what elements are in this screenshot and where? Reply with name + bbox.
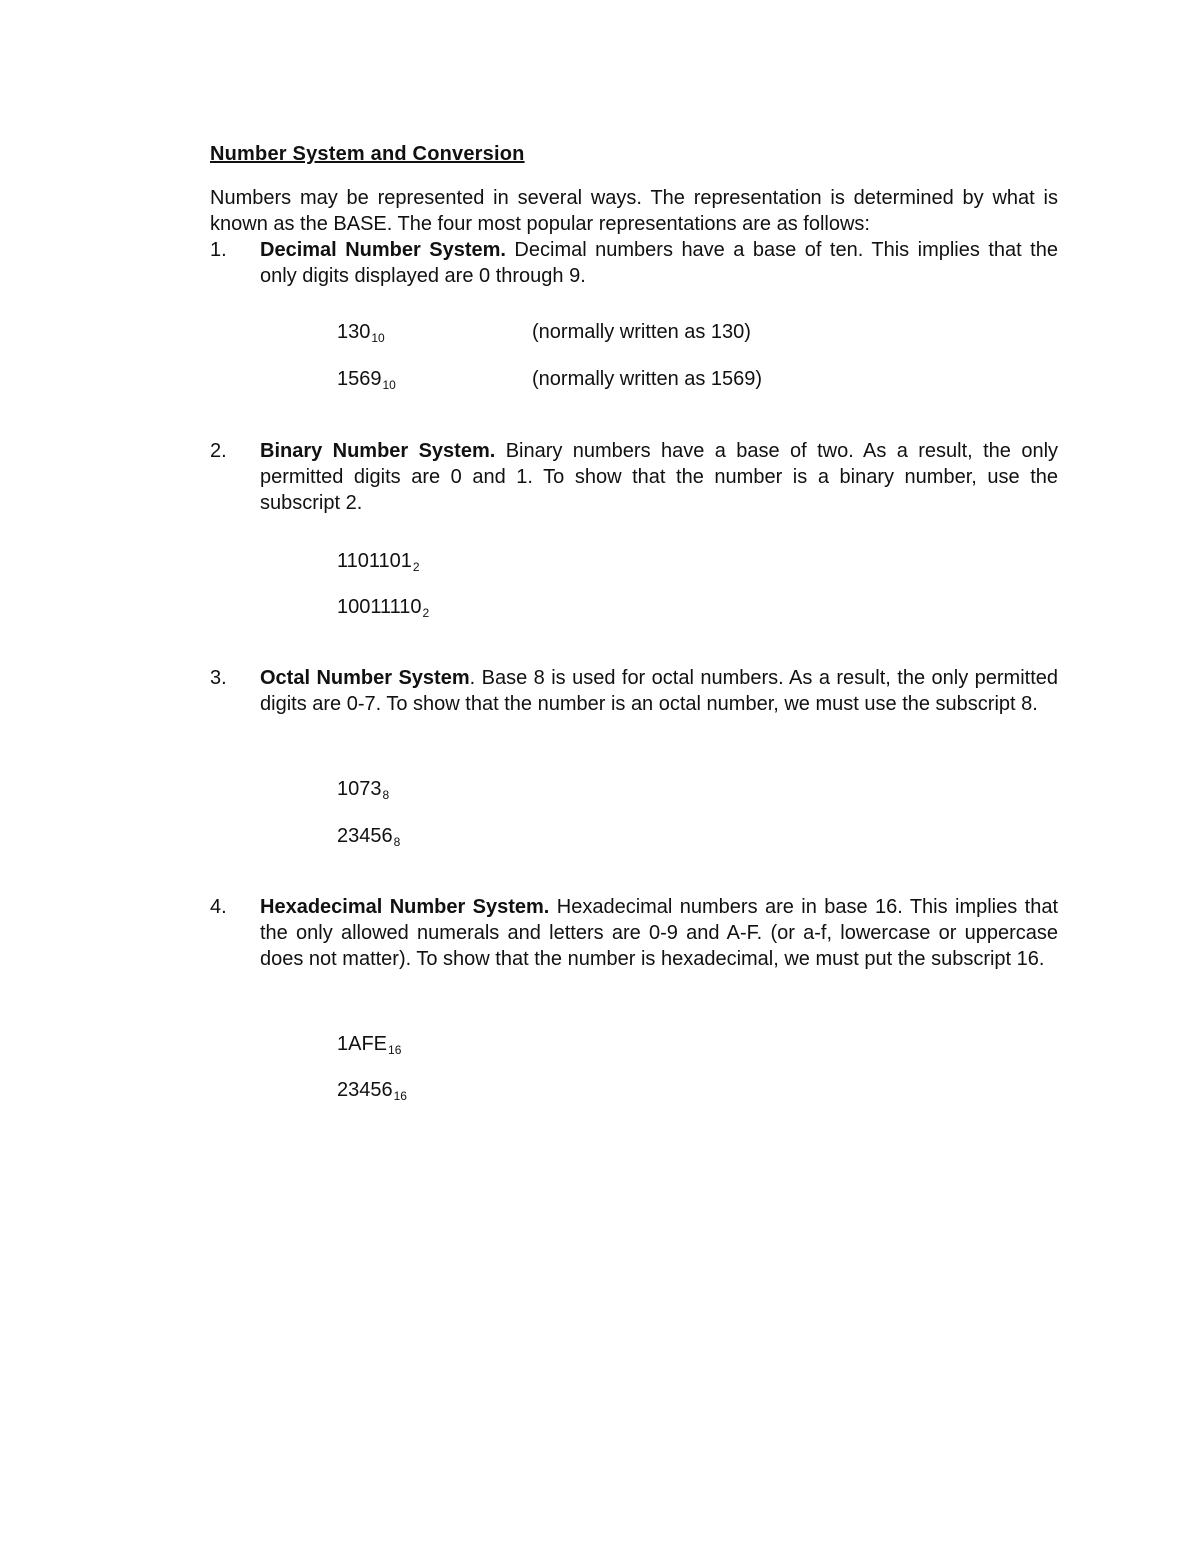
list-item-body — [260, 438, 1058, 516]
example-subscript: 16 — [388, 1043, 402, 1057]
section-text: Decimal numbers have a base of ten. This implies that the only digits displayed are 0 through 9. — [260, 239, 1058, 287]
list-item-decimal — [210, 237, 1058, 289]
list-number: 2. — [210, 440, 227, 462]
example-note: (normally written as 130) — [532, 321, 751, 343]
example-value: 1569 — [337, 368, 382, 390]
list-item-binary — [210, 438, 1058, 516]
section-heading: Hexadecimal Number System. — [260, 896, 550, 918]
example-value: 1101101 — [337, 550, 412, 572]
example-subscript: 8 — [393, 835, 401, 849]
section-text: . Base 8 is used for octal numbers. As a result, the only permitted digits are 0-7. To show that the number is an octal number, we must use the subscript 8. — [260, 667, 1059, 715]
intro-paragraph: Numbers may be represented in several ways. The representation is determined by what is known as the BASE. The four most popular representations are as follows: — [210, 187, 1058, 235]
example-subscript: 10 — [371, 331, 385, 345]
example-number — [337, 548, 420, 576]
example-number — [337, 1031, 401, 1059]
example-subscript: 8 — [382, 788, 390, 802]
example-number — [337, 776, 389, 804]
example-subscript: 2 — [412, 560, 420, 574]
example-value: 1073 — [337, 778, 382, 800]
section-heading: Binary Number System. — [260, 440, 496, 462]
list-item-hexadecimal — [210, 894, 1058, 972]
example-value: 130 — [337, 321, 371, 343]
example-value: 10011110 — [337, 596, 422, 618]
example-number — [337, 1077, 407, 1105]
page-title: Number System and Conversion — [210, 143, 525, 165]
example-subscript: 16 — [393, 1089, 407, 1103]
list-item-body — [260, 665, 1058, 717]
section-heading: Octal Number System — [260, 667, 470, 689]
list-number: 4. — [210, 896, 227, 918]
section-heading: Decimal Number System. — [260, 239, 506, 261]
example-subscript: 10 — [382, 378, 396, 392]
example-note: (normally written as 1569) — [532, 368, 763, 390]
example-number — [337, 594, 429, 622]
section-text: Hexadecimal numbers are in base 16. This implies that the only allowed numerals and letters are 0-9 and A-F. (or a-f, lowercase or uppercase does not matter). To show that the number is hexadecimal, we must put the subscript 16. — [260, 896, 1059, 970]
example-number — [337, 319, 385, 347]
list-item-body — [260, 237, 1058, 289]
list-number: 3. — [210, 667, 227, 689]
list-number: 1. — [210, 239, 227, 261]
example-number — [337, 823, 400, 851]
list-item-body — [260, 894, 1058, 972]
example-subscript: 2 — [422, 606, 430, 620]
example-value: 23456 — [337, 1079, 393, 1101]
list-item-octal — [210, 665, 1058, 717]
example-value: 1AFE — [337, 1033, 388, 1055]
example-value: 23456 — [337, 825, 393, 847]
example-number — [337, 366, 396, 394]
section-text: Binary numbers have a base of two. As a result, the only permitted digits are 0 and 1. To show that the number is a binary number, use the subscript 2. — [260, 440, 1059, 514]
